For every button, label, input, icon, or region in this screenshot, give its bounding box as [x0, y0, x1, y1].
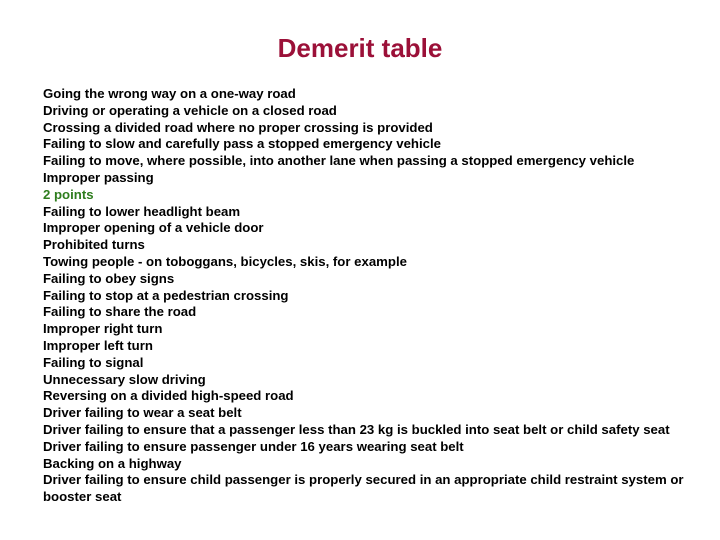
list-item: Failing to lower headlight beam: [43, 203, 241, 219]
list-item: Improper passing: [43, 169, 154, 185]
list-item: Going the wrong way on a one-way road: [43, 86, 296, 101]
list-item: Prohibited turns: [43, 237, 145, 253]
list-item: Failing to signal: [43, 354, 144, 370]
list-item: Failing to move, where possible, into another lane when passing a stopped emergency vehicle: [43, 153, 635, 169]
list-item: Unnecessary slow driving: [43, 371, 206, 387]
list-item: Driver failing to ensure child passenger is properly secured in an appropriate child restraint system or booster seat: [43, 472, 684, 505]
list-item: Failing to stop at a pedestrian crossing: [43, 287, 289, 303]
list-item: Backing on a highway: [43, 455, 182, 471]
list-item: Driver failing to wear a seat belt: [43, 405, 242, 421]
list-item: Driving or operating a vehicle on a closed road: [43, 102, 337, 118]
page-title: Demerit table: [277, 33, 443, 63]
list-item: Crossing a divided road where no proper crossing is provided: [43, 119, 433, 135]
list-item: Failing to obey signs: [43, 270, 175, 286]
list-item: Failing to slow and carefully pass a stopped emergency vehicle: [43, 136, 441, 152]
list-item: Driver failing to ensure passenger under 16 years wearing seat belt: [43, 438, 464, 454]
list-item: Towing people - on toboggans, bicycles, skis, for example: [43, 253, 407, 269]
section-heading: 2 points: [43, 186, 94, 202]
list-item: Improper opening of a vehicle door: [43, 220, 264, 236]
list-item: Reversing on a divided high-speed road: [43, 388, 294, 404]
list-item: Improper left turn: [43, 337, 153, 353]
demerit-list: [43, 86, 688, 506]
list-item: Failing to share the road: [43, 304, 197, 320]
list-item: Driver failing to ensure that a passenger less than 23 kg is buckled into seat belt or child safety seat: [43, 421, 670, 437]
list-item: Improper right turn: [43, 321, 163, 337]
